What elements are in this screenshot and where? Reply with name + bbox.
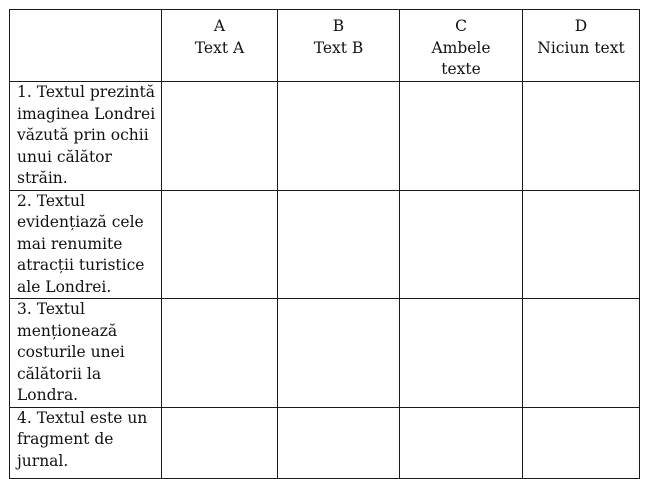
- col-b-label: Text B: [313, 38, 364, 57]
- answer-cell-b[interactable]: [278, 82, 400, 191]
- header-col-a: [162, 10, 278, 82]
- answer-cell-d[interactable]: [523, 82, 640, 191]
- table-row: [10, 82, 640, 191]
- answer-cell-a[interactable]: [162, 82, 278, 191]
- col-a-label: Text A: [194, 38, 245, 57]
- answer-cell-c[interactable]: [400, 299, 523, 408]
- statement-cell: 4. Textul este un fragment de jurnal.: [10, 407, 162, 478]
- col-d-letter: D: [574, 17, 588, 35]
- answer-cell-c[interactable]: [400, 407, 523, 478]
- header-col-d: [523, 10, 640, 82]
- table-row: [10, 407, 640, 478]
- col-b-letter: B: [332, 17, 345, 35]
- answer-cell-c[interactable]: [400, 190, 523, 299]
- answer-cell-b[interactable]: [278, 407, 400, 478]
- statement-cell: 3. Textul menționează costurile unei călătorii la Londra.: [10, 299, 162, 408]
- answer-cell-a[interactable]: [162, 407, 278, 478]
- answer-cell-b[interactable]: [278, 190, 400, 299]
- header-col-b: [278, 10, 400, 82]
- statement-cell: 1. Textul prezintă imaginea Londrei văzută prin ochii unui călător străin.: [10, 82, 162, 191]
- answer-cell-b[interactable]: [278, 299, 400, 408]
- statement-cell: 2. Textul evidențiază cele mai renumite atracții turistice ale Londrei.: [10, 190, 162, 299]
- answer-cell-c[interactable]: [400, 82, 523, 191]
- answer-grid-table: [9, 9, 640, 479]
- col-d-label: Niciun text: [537, 38, 625, 57]
- answer-cell-a[interactable]: [162, 190, 278, 299]
- table-row: [10, 299, 640, 408]
- header-row: [10, 10, 640, 82]
- answer-cell-d[interactable]: [523, 299, 640, 408]
- answer-cell-d[interactable]: [523, 190, 640, 299]
- col-c-label: Ambele texte: [431, 38, 491, 78]
- answer-cell-d[interactable]: [523, 407, 640, 478]
- col-c-letter: C: [455, 17, 467, 35]
- header-col-c: [400, 10, 523, 82]
- col-a-letter: A: [213, 17, 226, 35]
- header-corner-cell: [10, 10, 162, 82]
- answer-cell-a[interactable]: [162, 299, 278, 408]
- table-row: [10, 190, 640, 299]
